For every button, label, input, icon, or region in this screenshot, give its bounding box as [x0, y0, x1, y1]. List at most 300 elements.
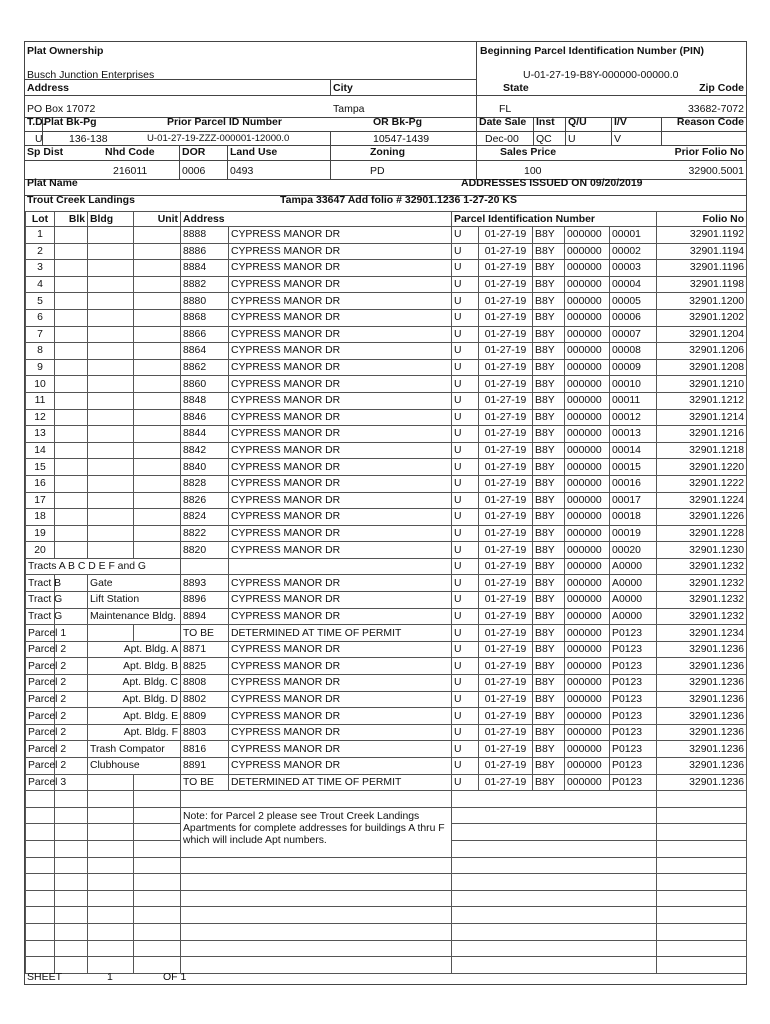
street-cell: CYPRESS MANOR DR [229, 691, 452, 708]
folio-cell: 32901.1210 [657, 376, 747, 393]
table-row [26, 641, 747, 658]
unit-cell [134, 326, 181, 343]
pin-subdivision-cell: B8Y [533, 741, 565, 758]
pin-prefix-cell: U [452, 509, 479, 526]
col-bldg: Bldg [88, 212, 134, 227]
pin-lot-cell: P0123 [610, 675, 657, 692]
pin-section-cell: 01-27-19 [479, 243, 533, 260]
pin-block-cell: 000000 [565, 276, 610, 293]
blank-row [26, 857, 747, 874]
pin-section-cell: 01-27-19 [479, 343, 533, 360]
pin-section-cell: 01-27-19 [479, 475, 533, 492]
blank-cell [452, 923, 657, 940]
blk-cell [55, 459, 88, 476]
table-row [26, 459, 747, 476]
folio-cell: 32901.1200 [657, 293, 747, 310]
street-cell: CYPRESS MANOR DR [229, 658, 452, 675]
address-number-cell: TO BE [181, 774, 229, 791]
street-cell: CYPRESS MANOR DR [229, 260, 452, 277]
table-row [26, 409, 747, 426]
unit-cell [134, 293, 181, 310]
table-row [26, 774, 747, 791]
lot-cell: 4 [26, 276, 55, 293]
pin-section-cell: 01-27-19 [479, 724, 533, 741]
unit-cell [134, 309, 181, 326]
unit-cell [134, 409, 181, 426]
sheet-of-total: OF 1 [163, 971, 187, 983]
pin-section-cell: 01-27-19 [479, 575, 533, 592]
street-cell: DETERMINED AT TIME OF PERMIT [229, 774, 452, 791]
pin-lot-cell: A0000 [610, 608, 657, 625]
pin-prefix-cell: U [452, 708, 479, 725]
bldg-cell: Apt. Bldg. A [88, 641, 181, 658]
table-row [26, 509, 747, 526]
pin-lot-cell: P0123 [610, 625, 657, 642]
pin-prefix-cell: U [452, 641, 479, 658]
pin-lot-cell: 00019 [610, 525, 657, 542]
blank-cell [452, 874, 657, 891]
address-value: PO Box 17072 [27, 103, 96, 115]
blk-cell [55, 376, 88, 393]
unit-cell [134, 276, 181, 293]
pin-prefix-cell: U [452, 758, 479, 775]
pin-prefix-cell: U [452, 625, 479, 642]
folio-cell: 32901.1236 [657, 691, 747, 708]
pin-subdivision-cell: B8Y [533, 426, 565, 443]
pin-lot-cell: 00008 [610, 343, 657, 360]
pin-lot-cell: 00005 [610, 293, 657, 310]
street-cell: CYPRESS MANOR DR [229, 409, 452, 426]
pin-section-cell: 01-27-19 [479, 774, 533, 791]
address-number-cell: 8866 [181, 326, 229, 343]
sales-price-value: 100 [524, 165, 542, 177]
bldg-cell [88, 227, 134, 244]
table-row [26, 243, 747, 260]
pin-subdivision-cell: B8Y [533, 227, 565, 244]
pin-subdivision-cell: B8Y [533, 492, 565, 509]
blank-cell [134, 857, 181, 874]
blank-cell [88, 840, 134, 857]
blank-cell [657, 874, 747, 891]
pin-section-cell: 01-27-19 [479, 675, 533, 692]
blank-cell [452, 907, 657, 924]
street-cell: CYPRESS MANOR DR [229, 608, 452, 625]
blk-cell [55, 260, 88, 277]
bldg-cell [88, 309, 134, 326]
city-value: Tampa [333, 103, 365, 115]
bldg-cell [88, 359, 134, 376]
bldg-cell: Maintenance Bldg. [88, 608, 181, 625]
pin-subdivision-cell: B8Y [533, 442, 565, 459]
bldg-cell [88, 625, 134, 642]
pin-prefix-cell: U [452, 558, 479, 575]
blank-cell [181, 890, 452, 907]
sheet-number: 1 [107, 971, 113, 983]
pin-block-cell: 000000 [565, 376, 610, 393]
pin-subdivision-cell: B8Y [533, 276, 565, 293]
pin-subdivision-cell: B8Y [533, 575, 565, 592]
blank-row [26, 874, 747, 891]
unit-cell [134, 459, 181, 476]
unit-cell [134, 625, 181, 642]
blank-cell [88, 874, 134, 891]
pin-section-cell: 01-27-19 [479, 542, 533, 559]
unit-cell [134, 525, 181, 542]
folio-cell: 32901.1234 [657, 625, 747, 642]
blank-cell [88, 857, 134, 874]
bldg-cell: Apt. Bldg. B [88, 658, 181, 675]
blank-cell [657, 824, 747, 841]
street-cell [229, 558, 452, 575]
address-number-cell: 8802 [181, 691, 229, 708]
sp-dist-label: Sp Dist [27, 146, 64, 158]
table-row [26, 658, 747, 675]
address-number-cell: 8822 [181, 525, 229, 542]
pin-subdivision-cell: B8Y [533, 359, 565, 376]
lot-cell: 12 [26, 409, 55, 426]
blk-cell [55, 392, 88, 409]
state-label: State [503, 82, 529, 94]
blank-cell [134, 824, 181, 841]
blank-cell [181, 857, 452, 874]
pin-subdivision-cell: B8Y [533, 708, 565, 725]
blank-cell [657, 807, 747, 824]
col-folio: Folio No [657, 212, 747, 227]
state-value: FL [499, 103, 512, 115]
pin-section-cell: 01-27-19 [479, 758, 533, 775]
blank-cell [452, 890, 657, 907]
unit-cell [134, 376, 181, 393]
pin-lot-cell: P0123 [610, 724, 657, 741]
pin-prefix-cell: U [452, 276, 479, 293]
pin-block-cell: 000000 [565, 293, 610, 310]
street-cell: CYPRESS MANOR DR [229, 326, 452, 343]
pin-subdivision-cell: B8Y [533, 392, 565, 409]
blank-cell [88, 923, 134, 940]
pin-section-cell: 01-27-19 [479, 459, 533, 476]
folio-cell: 32901.1212 [657, 392, 747, 409]
bldg-cell: Apt. Bldg. F [88, 724, 181, 741]
street-cell: CYPRESS MANOR DR [229, 293, 452, 310]
pin-lot-cell: 00020 [610, 542, 657, 559]
pin-prefix-cell: U [452, 260, 479, 277]
folio-cell: 32901.1216 [657, 426, 747, 443]
pin-subdivision-cell: B8Y [533, 260, 565, 277]
address-number-cell: 8862 [181, 359, 229, 376]
blank-cell [88, 890, 134, 907]
blank-cell [55, 840, 88, 857]
blank-cell [55, 907, 88, 924]
table-row [26, 592, 747, 609]
pin-block-cell: 000000 [565, 459, 610, 476]
pin-block-cell: 000000 [565, 343, 610, 360]
prior-folio-value: 32900.5001 [688, 165, 744, 177]
pin-lot-cell: P0123 [610, 758, 657, 775]
folio-cell: 32901.1220 [657, 459, 747, 476]
table-row [26, 542, 747, 559]
qu-value: U [568, 133, 576, 145]
pin-prefix-cell: U [452, 409, 479, 426]
blk-cell [55, 227, 88, 244]
lot-cell: 5 [26, 293, 55, 310]
folio-cell: 32901.1236 [657, 774, 747, 791]
pin-block-cell: 000000 [565, 558, 610, 575]
lot-cell: 20 [26, 542, 55, 559]
blk-cell [55, 475, 88, 492]
pin-prefix-cell: U [452, 691, 479, 708]
street-cell: CYPRESS MANOR DR [229, 243, 452, 260]
lot-cell: 2 [26, 243, 55, 260]
col-blk: Blk [55, 212, 88, 227]
pin-lot-cell: A0000 [610, 558, 657, 575]
blank-cell [134, 874, 181, 891]
bldg-cell [88, 276, 134, 293]
dor-value: 0006 [182, 165, 206, 177]
street-cell: CYPRESS MANOR DR [229, 426, 452, 443]
blank-cell [88, 824, 134, 841]
address-number-cell: 8844 [181, 426, 229, 443]
inst-label: Inst [536, 116, 555, 128]
blank-row [26, 791, 747, 808]
owner-name: Busch Junction Enterprises [27, 69, 155, 81]
blank-row [26, 807, 747, 824]
pin-section-cell: 01-27-19 [479, 426, 533, 443]
folio-cell: 32901.1236 [657, 708, 747, 725]
street-cell: CYPRESS MANOR DR [229, 741, 452, 758]
lot-cell: 3 [26, 260, 55, 277]
street-cell: CYPRESS MANOR DR [229, 376, 452, 393]
street-cell: CYPRESS MANOR DR [229, 343, 452, 360]
pin-section-cell: 01-27-19 [479, 309, 533, 326]
table-row [26, 625, 747, 642]
lot-cell: 13 [26, 426, 55, 443]
pin-prefix-cell: U [452, 243, 479, 260]
city-label: City [333, 82, 353, 94]
street-cell: CYPRESS MANOR DR [229, 641, 452, 658]
pin-prefix-cell: U [452, 658, 479, 675]
folio-cell: 32901.1196 [657, 260, 747, 277]
blk-cell [55, 442, 88, 459]
folio-cell: 32901.1236 [657, 758, 747, 775]
address-number-cell: 8803 [181, 724, 229, 741]
pin-block-cell: 000000 [565, 691, 610, 708]
pin-prefix-cell: U [452, 359, 479, 376]
blank-row [26, 940, 747, 957]
pin-lot-cell: 00017 [610, 492, 657, 509]
address-number-cell [181, 558, 229, 575]
blank-cell [26, 807, 55, 824]
pin-section-cell: 01-27-19 [479, 608, 533, 625]
pin-section-cell: 01-27-19 [479, 276, 533, 293]
iv-label: I/V [614, 116, 627, 128]
blank-cell [55, 857, 88, 874]
bldg-cell: Lift Station [88, 592, 181, 609]
qu-label: Q/U [568, 116, 587, 128]
blank-cell [134, 940, 181, 957]
pin-prefix-cell: U [452, 741, 479, 758]
pin-lot-cell: 00013 [610, 426, 657, 443]
pin-block-cell: 000000 [565, 426, 610, 443]
blank-row [26, 890, 747, 907]
pin-prefix-cell: U [452, 608, 479, 625]
bldg-cell [88, 426, 134, 443]
lot-cell: Tract G [26, 608, 55, 625]
pin-lot-cell: 00012 [610, 409, 657, 426]
addresses-issued: ADDRESSES ISSUED ON 09/20/2019 [461, 177, 643, 189]
td-label: T.D. [27, 116, 46, 128]
plat-sheet [24, 41, 747, 985]
folio-cell: 32901.1224 [657, 492, 747, 509]
sheet-footer [25, 970, 746, 984]
col-address: Address [181, 212, 452, 227]
pin-section-cell: 01-27-19 [479, 691, 533, 708]
table-row [26, 575, 747, 592]
blank-cell [452, 940, 657, 957]
table-row [26, 392, 747, 409]
tampa-add-folio-note: Tampa 33647 Add folio # 32901.1236 1-27-20 KS [280, 194, 517, 206]
blank-cell [88, 791, 134, 808]
bldg-cell [88, 260, 134, 277]
lot-cell: 19 [26, 525, 55, 542]
pin-block-cell: 000000 [565, 625, 610, 642]
blank-cell [657, 791, 747, 808]
pin-subdivision-cell: B8Y [533, 542, 565, 559]
unit-cell [134, 359, 181, 376]
pin-lot-cell: 00007 [610, 326, 657, 343]
blank-cell [181, 907, 452, 924]
pin-section-cell: 01-27-19 [479, 525, 533, 542]
pin-block-cell: 000000 [565, 641, 610, 658]
blk-cell [55, 276, 88, 293]
pin-section-cell: 01-27-19 [479, 708, 533, 725]
street-cell: CYPRESS MANOR DR [229, 309, 452, 326]
blk-cell [55, 492, 88, 509]
street-cell: CYPRESS MANOR DR [229, 592, 452, 609]
pin-block-cell: 000000 [565, 592, 610, 609]
pin-lot-cell: 00011 [610, 392, 657, 409]
address-number-cell: 8884 [181, 260, 229, 277]
pin-block-cell: 000000 [565, 309, 610, 326]
lot-cell: Parcel 2 [26, 641, 55, 658]
unit-cell [134, 542, 181, 559]
table-row [26, 442, 747, 459]
dor-label: DOR [182, 146, 206, 158]
plat-name-value: Trout Creek Landings [27, 194, 135, 206]
unit-cell [134, 492, 181, 509]
bldg-cell [88, 293, 134, 310]
table-row [26, 691, 747, 708]
sales-price-label: Sales Price [500, 146, 557, 158]
pin-block-cell: 000000 [565, 608, 610, 625]
address-label: Address [27, 82, 70, 94]
bldg-cell [88, 392, 134, 409]
folio-cell: 32901.1232 [657, 592, 747, 609]
street-cell: CYPRESS MANOR DR [229, 227, 452, 244]
table-row [26, 293, 747, 310]
pin-prefix-cell: U [452, 492, 479, 509]
pin-section-cell: 01-27-19 [479, 592, 533, 609]
plat-ownership-label: Plat Ownership [27, 45, 104, 57]
street-cell: CYPRESS MANOR DR [229, 276, 452, 293]
table-row [26, 276, 747, 293]
street-cell: CYPRESS MANOR DR [229, 758, 452, 775]
table-row [26, 343, 747, 360]
pin-value: U-01-27-19-B8Y-000000-00000.0 [523, 69, 679, 81]
pin-lot-cell: 00018 [610, 509, 657, 526]
blank-cell [452, 791, 657, 808]
bldg-cell [88, 376, 134, 393]
pin-prefix-cell: U [452, 475, 479, 492]
lot-cell: 16 [26, 475, 55, 492]
bldg-cell [88, 243, 134, 260]
lot-cell: Parcel 2 [26, 675, 55, 692]
table-header-row [26, 212, 747, 227]
lot-cell: Parcel 2 [26, 724, 55, 741]
table-row [26, 376, 747, 393]
pin-subdivision-cell: B8Y [533, 409, 565, 426]
folio-cell: 32901.1204 [657, 326, 747, 343]
blk-cell [55, 542, 88, 559]
pin-subdivision-cell: B8Y [533, 658, 565, 675]
pin-subdivision-cell: B8Y [533, 293, 565, 310]
pin-block-cell: 000000 [565, 492, 610, 509]
pin-prefix-cell: U [452, 459, 479, 476]
plat-bkpg-value: 136-138 [69, 133, 108, 145]
pin-label: Beginning Parcel Identification Number (PIN) [480, 45, 705, 57]
folio-cell: 32901.1236 [657, 641, 747, 658]
table-row [26, 708, 747, 725]
pin-subdivision-cell: B8Y [533, 475, 565, 492]
street-cell: CYPRESS MANOR DR [229, 575, 452, 592]
unit-cell [134, 475, 181, 492]
blank-cell [26, 940, 55, 957]
bldg-cell [88, 409, 134, 426]
pin-section-cell: 01-27-19 [479, 392, 533, 409]
pin-lot-cell: 00006 [610, 309, 657, 326]
blank-cell [181, 940, 452, 957]
pin-block-cell: 000000 [565, 260, 610, 277]
pin-lot-cell: 00003 [610, 260, 657, 277]
blank-cell [657, 907, 747, 924]
blank-cell [452, 824, 657, 841]
street-cell: DETERMINED AT TIME OF PERMIT [229, 625, 452, 642]
unit-cell [134, 774, 181, 791]
pin-lot-cell: 00002 [610, 243, 657, 260]
blank-cell [657, 890, 747, 907]
blk-cell [55, 426, 88, 443]
sheet-label: SHEET [27, 971, 63, 983]
address-number-cell: 8825 [181, 658, 229, 675]
bldg-cell [88, 459, 134, 476]
or-bkpg-label: OR Bk-Pg [373, 116, 423, 128]
pin-subdivision-cell: B8Y [533, 326, 565, 343]
address-number-cell: 8886 [181, 243, 229, 260]
pin-block-cell: 000000 [565, 359, 610, 376]
pin-section-cell: 01-27-19 [479, 376, 533, 393]
pin-block-cell: 000000 [565, 758, 610, 775]
date-sale-label: Date Sale [479, 116, 527, 128]
pin-prefix-cell: U [452, 293, 479, 310]
pin-section-cell: 01-27-19 [479, 509, 533, 526]
lot-cell: Parcel 2 [26, 758, 55, 775]
pin-block-cell: 000000 [565, 243, 610, 260]
street-cell: CYPRESS MANOR DR [229, 359, 452, 376]
folio-cell: 32901.1206 [657, 343, 747, 360]
address-number-cell: 8888 [181, 227, 229, 244]
bldg-cell [88, 343, 134, 360]
blank-cell [55, 824, 88, 841]
pin-block-cell: 000000 [565, 724, 610, 741]
